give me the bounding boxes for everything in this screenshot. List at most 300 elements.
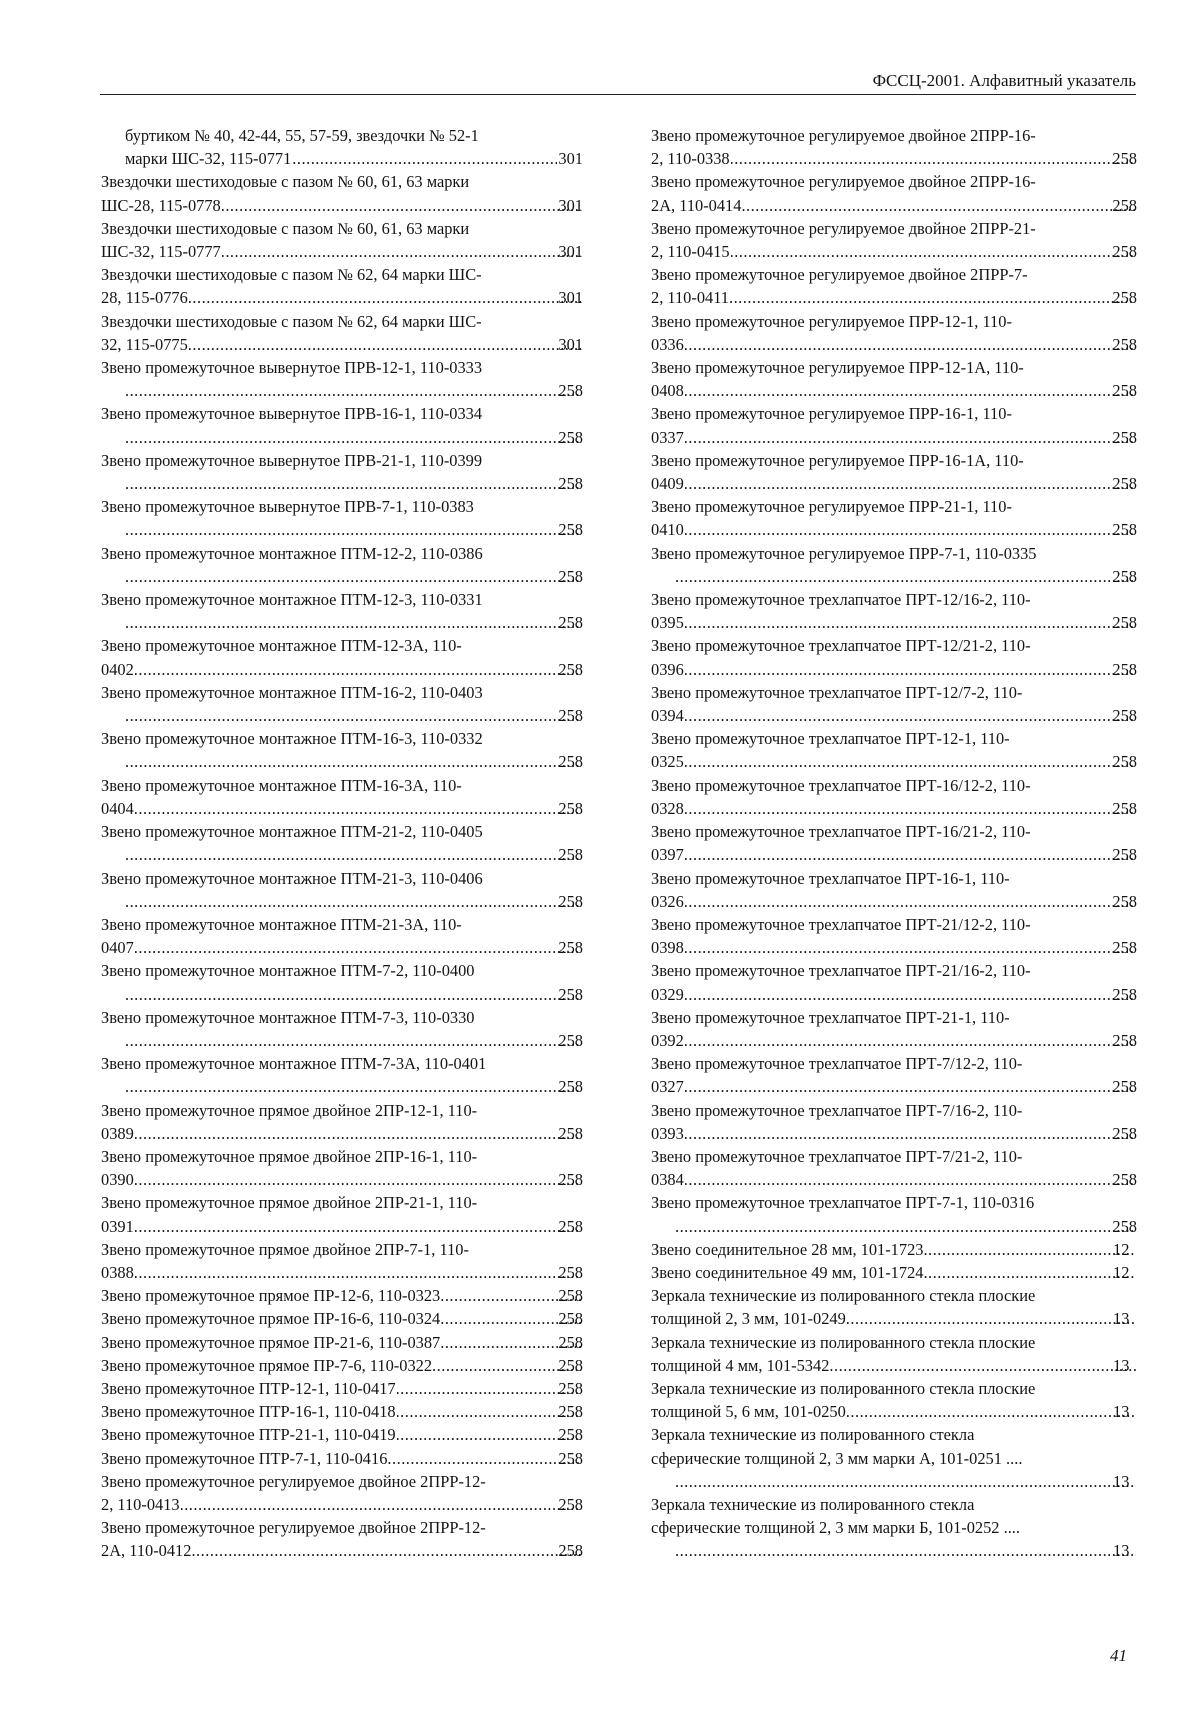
index-entry-text: Звено промежуточное прямое двойное 2ПР-12-1, 110- (101, 1100, 478, 1120)
leader-dots (388, 1447, 581, 1470)
index-entry-text: 0409 (651, 474, 684, 494)
index-entry-text: 0327 (651, 1077, 684, 1097)
index-entry-text: 0336 (651, 334, 684, 354)
index-entry (101, 1307, 583, 1330)
index-entry-last-line: ..... 13 (675, 1539, 1137, 1562)
index-entry-text: 0329 (651, 984, 684, 1004)
index-entry-text: Звено соединительное 49 мм, 101-1724 (651, 1262, 924, 1282)
index-entry (101, 124, 583, 170)
index-entry (651, 867, 1137, 913)
leader-dots (676, 565, 1135, 588)
leader-dots (685, 518, 1136, 541)
index-entry-text: Зеркала технические из полированного стекла плоские (651, 1378, 1036, 1398)
index-entry-text: Звено промежуточное прямое двойное 2ПР-7-1, 110- (101, 1239, 469, 1259)
index-entry-text: Звено промежуточное монтажное ПТМ-21-3А, 110- (101, 914, 462, 934)
index-entry-last-line (101, 1400, 583, 1423)
index-entry-text: Звено промежуточное трехлапчатое ПРТ-12-1, 110- (651, 729, 1010, 749)
index-entry-text: Звено промежуточное прямое ПР-7-6, 110-0322 (101, 1355, 433, 1375)
index-entry-text: толщиной 5, 6 мм, 101-0250 (651, 1402, 846, 1422)
index-entry-text: толщиной 2, 3 мм, 101-0249 (651, 1309, 846, 1329)
index-entry-text: 2А, 110-0412 (101, 1541, 192, 1561)
index-entry-text: Звено промежуточное вывернутое ПРВ-7-1, 110-0383 (101, 497, 474, 517)
index-entry-last-line (125, 379, 583, 402)
leader-dots (685, 333, 1136, 356)
index-entry (651, 124, 1137, 170)
index-entry-text: Звено промежуточное трехлапчатое ПРТ-12/16-2, 110- (651, 590, 1031, 610)
leader-dots (924, 1261, 1136, 1284)
index-entry (101, 1145, 583, 1191)
index-entry-page: 258 (558, 891, 583, 911)
leader-dots (126, 1029, 581, 1052)
index-entry-text: Звено промежуточное ПТР-7-1, 110-0416 (101, 1448, 388, 1468)
index-entry (651, 449, 1137, 495)
leader-dots (135, 1261, 582, 1284)
leader-dots (685, 1075, 1136, 1098)
index-entry-page: 258 (1112, 1030, 1137, 1050)
index-entry-text: 0404 (101, 798, 134, 818)
index-entry-text: Звено промежуточное ПТР-16-1, 110-0418 (101, 1402, 396, 1422)
index-entry-text: Звездочки шестиходовые с пазом № 62, 64 марки ШС- (101, 311, 482, 331)
index-entry-last-line (101, 333, 583, 356)
index-entry-text: Звено промежуточное монтажное ПТМ-7-3А, 110-0401 (101, 1054, 487, 1074)
index-entry-text: Звено промежуточное трехлапчатое ПРТ-7-1, 110-0316 (651, 1193, 1035, 1213)
index-entry-page: 258 (558, 1332, 583, 1352)
index-entry-text: 0388 (101, 1262, 134, 1282)
index-entry (651, 402, 1137, 448)
leader-dots (924, 1238, 1136, 1261)
index-entry-last-line (125, 565, 583, 588)
index-entry (651, 1052, 1137, 1098)
leader-dots (222, 240, 582, 263)
index-entry-text: Звено промежуточное монтажное ПТМ-7-2, 110-0400 (101, 961, 475, 981)
leader-dots (685, 658, 1136, 681)
index-entry-text: Звено промежуточное ПТР-12-1, 110-0417 (101, 1378, 396, 1398)
leader-dots (126, 426, 581, 449)
index-entry (101, 1052, 583, 1098)
index-entry-last-line (125, 426, 583, 449)
index-entry-page: 258 (1112, 381, 1137, 401)
index-entry (651, 681, 1137, 727)
leader-dots (685, 890, 1136, 913)
leader-dots (731, 240, 1136, 263)
index-entry-page: 258 (558, 1541, 583, 1561)
index-entry-last-line (675, 565, 1137, 588)
index-entry-page: 301 (558, 334, 583, 354)
leader-dots (126, 843, 581, 866)
index-entry-last-line (125, 890, 583, 913)
index-entry-text: Звено промежуточное регулируемое ПРР-16-1А, 110- (651, 450, 1024, 470)
index-entry-last-line (651, 983, 1137, 1006)
index-entry-page: 301 (558, 149, 583, 169)
index-entry-text: 0410 (651, 520, 684, 540)
index-entry-page: 258 (1112, 149, 1137, 169)
index-entry-page: 258 (558, 1123, 583, 1143)
index-entry-text: Звено промежуточное регулируемое ПРР-12-1, 110- (651, 311, 1012, 331)
index-entry-page: 258 (558, 1216, 583, 1236)
index-entry-last-line: толщиной 2, 3 мм, 101-0249 ..... 13 (675, 1307, 1137, 1330)
leader-dots (126, 983, 581, 1006)
index-entry-last-line (101, 658, 583, 681)
running-header-title: ФССЦ-2001. Алфавитный указатель (872, 71, 1136, 90)
index-entry-page: 258 (558, 1378, 583, 1398)
index-entry-page: 258 (558, 659, 583, 679)
index-entry-last-line (125, 750, 583, 773)
index-entry-text: сферические толщиной 2, 3 мм марки Б, 101-0252 .... (651, 1518, 1020, 1538)
index-entry-last-line (101, 1423, 583, 1446)
leader-dots (676, 1470, 1136, 1493)
index-entry-page: 258 (558, 1170, 583, 1190)
index-entry-text: Звено соединительное 28 мм, 101-1723 (651, 1239, 924, 1259)
index-entry-text: 0402 (101, 659, 134, 679)
index-entry-text: Звено промежуточное вывернутое ПРВ-16-1, 110-0334 (101, 404, 483, 424)
index-entry-last-line (125, 1029, 583, 1052)
index-entry (101, 1423, 583, 1446)
index-entry-text: Звено промежуточное трехлапчатое ПРТ-16/21-2, 110- (651, 822, 1031, 842)
index-entry-last-line (101, 286, 583, 309)
index-entry (101, 170, 583, 216)
index-entry-text: Звено промежуточное монтажное ПТМ-16-3, 110-0332 (101, 729, 483, 749)
index-entry-text: 0395 (651, 613, 684, 633)
index-entry (101, 542, 583, 588)
index-entry-page: 301 (558, 195, 583, 215)
index-entry (651, 1423, 1137, 1493)
leader-dots (192, 1539, 581, 1562)
index-entry-text: Звено промежуточное регулируемое двойное 2ПРР-12- (101, 1471, 486, 1491)
index-entry-page: 258 (558, 984, 583, 1004)
index-entry-page: 258 (1112, 1077, 1137, 1097)
index-entry-text: Звено промежуточное монтажное ПТМ-7-3, 110-0330 (101, 1007, 475, 1027)
index-entry-text: Звено промежуточное ПТР-21-1, 110-0419 (101, 1425, 396, 1445)
index-entry-page: 258 (558, 752, 583, 772)
leader-dots (685, 1029, 1136, 1052)
index-entry-page: 258 (1112, 566, 1137, 586)
index-entry (101, 1191, 583, 1237)
index-entry-page: 258 (1112, 334, 1137, 354)
index-entry-last-line (101, 1331, 583, 1354)
index-entry-page: 258 (1112, 474, 1137, 494)
index-entry (101, 1447, 583, 1470)
index-entry-text: 0394 (651, 706, 684, 726)
index-entry-page: 258 (558, 566, 583, 586)
index-entry-last-line: Звено соединительное 28 мм, 101-1723 ..... 12 (675, 1238, 1137, 1261)
index-entry-last-line (651, 1122, 1137, 1145)
index-column-right (651, 124, 1137, 1563)
leader-dots (135, 797, 582, 820)
index-entry-last-line (651, 890, 1137, 913)
index-entry-text: Звено промежуточное регулируемое двойное 2ПРР-21- (651, 218, 1036, 238)
index-entry-last-line (125, 147, 583, 170)
index-entry-text: 0389 (101, 1123, 134, 1143)
index-entry-last-line (651, 611, 1137, 634)
index-entry-last-line (651, 240, 1137, 263)
index-entry-page: 258 (1112, 659, 1137, 679)
index-entry-text: 2, 110-0338 (651, 149, 730, 169)
index-entry-text: ШС-32, 115-0777 (101, 242, 221, 262)
index-entry (101, 913, 583, 959)
leader-dots (730, 286, 1135, 309)
index-entry (651, 542, 1137, 588)
index-entry-page: 258 (1112, 752, 1137, 772)
leader-dots (126, 1075, 581, 1098)
index-entry-page: 258 (558, 706, 583, 726)
index-entry-text: 2, 110-0415 (651, 242, 730, 262)
index-entry-last-line: ..... 13 (675, 1470, 1137, 1493)
index-entry (101, 263, 583, 309)
index-entry-last-line (651, 750, 1137, 773)
index-entry-page: 258 (558, 1309, 583, 1329)
index-entry-text: Звено промежуточное прямое двойное 2ПР-21-1, 110- (101, 1193, 478, 1213)
index-entry-text: Звено промежуточное вывернутое ПРВ-12-1, 110-0333 (101, 358, 483, 378)
index-entry-last-line (651, 843, 1137, 866)
index-entry-last-line (125, 983, 583, 1006)
index-entry-last-line (125, 704, 583, 727)
running-header (100, 70, 1136, 95)
index-entry-page: 258 (1112, 195, 1137, 215)
leader-dots (685, 1122, 1136, 1145)
index-entry-last-line (651, 472, 1137, 495)
index-entry-last-line: толщиной 5, 6 мм, 101-0250 ..... 13 (675, 1400, 1137, 1423)
leader-dots (685, 750, 1136, 773)
index-entry-page: 258 (558, 845, 583, 865)
index-entry-last-line (101, 1284, 583, 1307)
index-entry-page: 258 (1112, 1170, 1137, 1190)
leader-dots (135, 1168, 582, 1191)
index-entry-text: 0396 (651, 659, 684, 679)
index-entry (651, 727, 1137, 773)
index-entry (101, 820, 583, 866)
index-entry (651, 310, 1137, 356)
leader-dots (126, 750, 581, 773)
index-entry-text: 2, 110-0413 (101, 1494, 180, 1514)
index-entry-page: 258 (1112, 938, 1137, 958)
index-entry-text: Звено промежуточное прямое ПР-12-6, 110-0323 (101, 1286, 441, 1306)
leader-dots (685, 611, 1136, 634)
index-entry-text: Звено промежуточное регулируемое ПРР-12-1А, 110- (651, 358, 1024, 378)
index-entry-page: 258 (1112, 242, 1137, 262)
leader-dots (126, 611, 581, 634)
index-entry (101, 681, 583, 727)
index-entry-text: Звено промежуточное трехлапчатое ПРТ-7/12-2, 110- (651, 1054, 1023, 1074)
index-entry (101, 774, 583, 820)
index-entry-text: Звено промежуточное монтажное ПТМ-12-3А, 110- (101, 636, 462, 656)
index-entry-text: Звено промежуточное монтажное ПТМ-12-3, 110-0331 (101, 590, 483, 610)
leader-dots (676, 1539, 1136, 1562)
index-entry-text: 0397 (651, 845, 684, 865)
index-entry (651, 263, 1137, 309)
index-entry-page: 258 (1112, 798, 1137, 818)
index-entry-text: Звено промежуточное трехлапчатое ПРТ-12/21-2, 110- (651, 636, 1031, 656)
leader-dots (685, 704, 1136, 727)
index-entry-last-line (101, 1307, 583, 1330)
index-entry-page: 258 (558, 1494, 583, 1514)
index-entry-last-line (101, 1354, 583, 1377)
leader-dots (685, 936, 1136, 959)
index-entry (101, 867, 583, 913)
index-entry-last-line (101, 1377, 583, 1400)
index-entry-last-line (651, 936, 1137, 959)
index-entry-text: Зеркала технические из полированного стекла плоские (651, 1332, 1036, 1352)
index-entry-text: Звено промежуточное трехлапчатое ПРТ-16-1, 110- (651, 868, 1010, 888)
index-entry-last-line (125, 611, 583, 634)
index-entry (651, 1191, 1137, 1237)
index-entry-last-line (101, 240, 583, 263)
index-entry-text: Звено промежуточное регулируемое двойное 2ПРР-16- (651, 126, 1036, 145)
index-entry-last-line (101, 1539, 583, 1562)
index-entry-text: 0398 (651, 938, 684, 958)
leader-dots (135, 1122, 582, 1145)
index-entry-text: Звено промежуточное прямое двойное 2ПР-16-1, 110- (101, 1146, 478, 1166)
index-entry-text: буртиком № 40, 42-44, 55, 57-59, звездочки № 52-1 (125, 126, 479, 145)
index-entry-page: 301 (558, 288, 583, 308)
index-entry-last-line (651, 147, 1137, 170)
index-entry-last-line (651, 333, 1137, 356)
index-entry-text: Звено промежуточное монтажное ПТМ-21-3, 110-0406 (101, 868, 483, 888)
index-entry-page: 258 (558, 381, 583, 401)
index-entry-page: 258 (558, 613, 583, 633)
leader-dots (847, 1400, 1136, 1423)
index-entry-text: 0384 (651, 1170, 684, 1190)
index-entry (101, 1284, 583, 1307)
index-entry-page: 258 (558, 427, 583, 447)
index-entry-last-line (651, 518, 1137, 541)
index-entry (101, 356, 583, 402)
index-entry-page: 258 (558, 1286, 583, 1306)
index-entry-text: 0407 (101, 938, 134, 958)
index-entry-text: 0325 (651, 752, 684, 772)
index-entry-last-line: Звено соединительное 49 мм, 101-1724 ..... 12 (675, 1261, 1137, 1284)
index-entry (651, 1099, 1137, 1145)
index-entry (101, 1516, 583, 1562)
index-entry-page: 258 (558, 1448, 583, 1468)
index-entry-last-line (101, 1168, 583, 1191)
index-entry-text: Звено промежуточное вывернутое ПРВ-21-1, 110-0399 (101, 450, 483, 470)
index-entry (651, 1145, 1137, 1191)
index-entry-last-line (651, 1168, 1137, 1191)
page-number: 41 (1110, 1646, 1127, 1665)
index-entry-text: Звено промежуточное трехлапчатое ПРТ-7/21-2, 110- (651, 1146, 1023, 1166)
index-entry-page: 258 (558, 1030, 583, 1050)
leader-dots (685, 379, 1136, 402)
leader-dots (685, 843, 1136, 866)
index-entry-page: 258 (1112, 706, 1137, 726)
leader-dots (685, 797, 1136, 820)
index-entry-last-line (101, 194, 583, 217)
index-entry-text: Звено промежуточное трехлапчатое ПРТ-21-1, 110- (651, 1007, 1010, 1027)
leader-dots (742, 194, 1135, 217)
leader-dots (126, 472, 581, 495)
index-entry (101, 1354, 583, 1377)
index-entry (651, 1261, 1137, 1284)
index-entry-last-line (675, 1215, 1137, 1238)
leader-dots (126, 518, 581, 541)
index-entry-last-line (651, 286, 1137, 309)
index-entry-text: Зеркала технические из полированного стекла (651, 1494, 975, 1514)
leader-dots (181, 1493, 582, 1516)
index-entry-text: Звено промежуточное трехлапчатое ПРТ-7/16-2, 110- (651, 1100, 1023, 1120)
index-entry (101, 1238, 583, 1284)
index-column-left (101, 124, 583, 1563)
index-entry-page: 258 (558, 474, 583, 494)
index-entry-page: 258 (1112, 520, 1137, 540)
index-entry-page: 301 (558, 242, 583, 262)
index-entry-last-line (101, 797, 583, 820)
index-entry-text: 0337 (651, 427, 684, 447)
index-entry-page: 258 (558, 1425, 583, 1445)
leader-dots (135, 1215, 582, 1238)
index-entry-text: Звено промежуточное регулируемое двойное 2ПРР-16- (651, 172, 1036, 192)
index-entry-page: 258 (1112, 845, 1137, 865)
index-entry-text: Звено промежуточное трехлапчатое ПРТ-21/12-2, 110- (651, 914, 1031, 934)
index-entry-page: 258 (1112, 984, 1137, 1004)
index-entry (101, 1331, 583, 1354)
index-entry-text: 0393 (651, 1123, 684, 1143)
index-entry-text: 0408 (651, 381, 684, 401)
leader-dots (685, 426, 1136, 449)
index-entry-page: 258 (558, 1077, 583, 1097)
leader-dots (397, 1377, 582, 1400)
index-entry-last-line (651, 658, 1137, 681)
leader-dots (189, 286, 582, 309)
leader-dots (830, 1354, 1136, 1377)
index-entry (651, 1377, 1137, 1423)
index-entry (651, 913, 1137, 959)
index-entry (101, 402, 583, 448)
index-entry (101, 449, 583, 495)
index-entry-last-line (101, 1122, 583, 1145)
index-entry (101, 1377, 583, 1400)
index-entry-page: 258 (558, 798, 583, 818)
index-entry (101, 588, 583, 634)
index-entry (651, 774, 1137, 820)
index-entry-last-line (101, 1493, 583, 1516)
index-entry-last-line (125, 1075, 583, 1098)
leader-dots (126, 704, 581, 727)
index-entry-last-line (101, 936, 583, 959)
index-entry-page: 258 (1112, 1123, 1137, 1143)
index-entry-last-line (101, 1215, 583, 1238)
index-entry-text: Звено промежуточное трехлапчатое ПРТ-21/16-2, 110- (651, 961, 1031, 981)
index-entry-text: 28, 115-0776 (101, 288, 188, 308)
leader-dots (126, 379, 581, 402)
index-entry-text: Звездочки шестиходовые с пазом № 60, 61, 63 марки (101, 172, 470, 192)
index-entry-text: Звено промежуточное регулируемое ПРР-16-1, 110- (651, 404, 1012, 424)
index-entry (101, 727, 583, 773)
index-entry-text: Звено промежуточное монтажное ПТМ-21-2, 110-0405 (101, 822, 483, 842)
index-entry-page: 258 (1112, 288, 1137, 308)
index-entry-page: 258 (1112, 427, 1137, 447)
index-entry (651, 1493, 1137, 1563)
index-entry-last-line (651, 704, 1137, 727)
index-entry-text: Звено промежуточное монтажное ПТМ-16-3А, 110- (101, 775, 462, 795)
index-entry-text: Звено промежуточное монтажное ПТМ-16-2, 110-0403 (101, 682, 483, 702)
index-entry-last-line (651, 426, 1137, 449)
index-entry-last-line (651, 1075, 1137, 1098)
index-entry-last-line (651, 797, 1137, 820)
index-entry-text: 2А, 110-0414 (651, 195, 742, 215)
index-entry (651, 217, 1137, 263)
index-entry-text: 0326 (651, 891, 684, 911)
index-entry (651, 634, 1137, 680)
index-entry-text: 0391 (101, 1216, 134, 1236)
index-entry (101, 495, 583, 541)
leader-dots (292, 147, 557, 170)
index-entry-page: 258 (1112, 1216, 1137, 1236)
index-entry-text: 0390 (101, 1170, 134, 1190)
index-entry (101, 217, 583, 263)
index-entry-text: 0328 (651, 798, 684, 818)
index-entry-last-line (101, 1261, 583, 1284)
index-entry-text: Звено промежуточное трехлапчатое ПРТ-12/7-2, 110- (651, 682, 1023, 702)
